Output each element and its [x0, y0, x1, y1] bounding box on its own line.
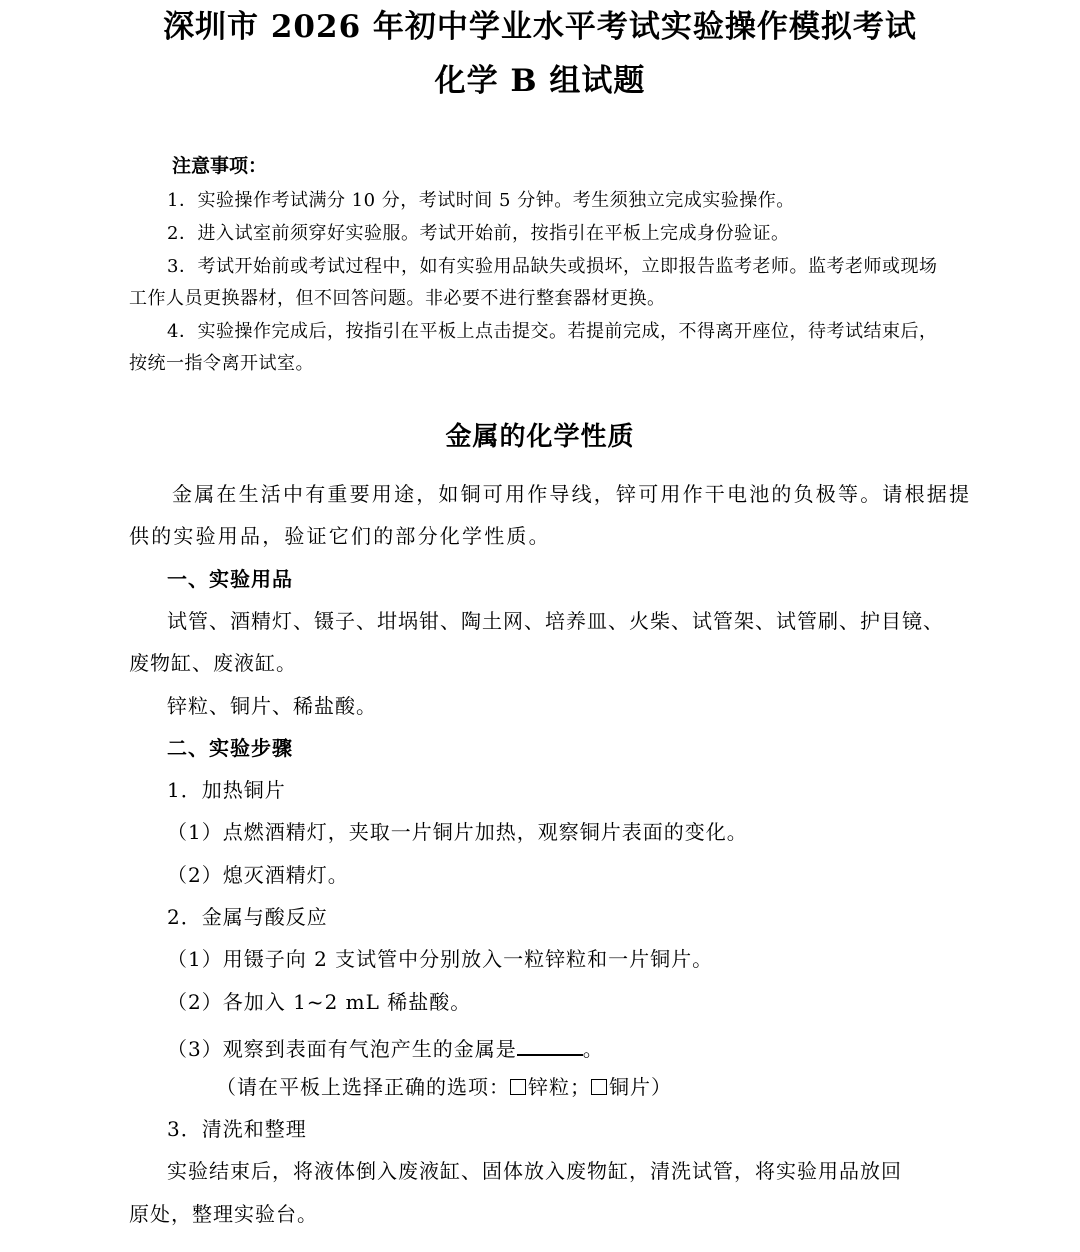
step-3-line-2: 原处，整理实验台。	[129, 1202, 318, 1226]
exam-title: 深圳市 2026 年初中学业水平考试实验操作模拟考试	[163, 9, 917, 45]
checkbox-copper[interactable]	[591, 1079, 607, 1095]
intro-line-2: 供的实验用品，验证它们的部分化学性质。	[129, 524, 551, 548]
step-1-title: 1．加热铜片	[167, 778, 286, 802]
notice-item-4-line-1: 4．实验操作完成后，按指引在平板上点击提交。若提前完成，不得离开座位，待考试结束后，	[167, 321, 938, 342]
option-copper-label: 铜片）	[609, 1075, 672, 1099]
notice-item-2: 2．进入试室前须穿好实验服。考试开始前，按指引在平板上完成身份验证。	[167, 223, 790, 244]
supplies-heading: 一、实验用品	[167, 567, 293, 591]
step-1-1: （1）点燃酒精灯，夹取一片铜片加热，观察铜片表面的变化。	[167, 820, 748, 844]
checkbox-zinc[interactable]	[510, 1079, 526, 1095]
experiment-title: 金属的化学性质	[445, 422, 635, 452]
step-2-1: （1）用镊子向 2 支试管中分别放入一粒锌粒和一片铜片。	[167, 947, 714, 971]
step-2-2: （2）各加入 1~2 mL 稀盐酸。	[167, 990, 472, 1014]
steps-heading: 二、实验步骤	[167, 736, 293, 760]
notice-heading: 注意事项：	[172, 155, 268, 177]
intro-line-1: 金属在生活中有重要用途，如铜可用作导线，锌可用作干电池的负极等。请根据提	[172, 482, 972, 506]
notice-item-4-line-2: 按统一指令离开试室。	[129, 353, 314, 374]
step-3-line-1: 实验结束后，将液体倒入废液缸、固体放入废物缸，清洗试管，将实验用品放回	[167, 1159, 902, 1183]
step-2-3	[167, 1034, 604, 1059]
supplies-line-1: 试管、酒精灯、镊子、坩埚钳、陶土网、培养皿、火柴、试管架、试管刷、护目镜、	[167, 609, 944, 633]
notice-item-1: 1．实验操作考试满分 10 分，考试时间 5 分钟。考生须独立完成实验操作。	[167, 190, 795, 211]
step-2-3-period: 。	[582, 1037, 604, 1061]
option-zinc-label: 锌粒；	[528, 1075, 591, 1099]
answer-blank	[517, 1034, 583, 1056]
reagents-line: 锌粒、铜片、稀盐酸。	[167, 694, 377, 718]
step-1-2: （2）熄灭酒精灯。	[167, 863, 349, 887]
exam-subtitle: 化学 B 组试题	[434, 63, 646, 99]
step-2-3-text: （3）观察到表面有气泡产生的金属是	[167, 1037, 517, 1061]
step-3-title: 3．清洗和整理	[167, 1117, 307, 1141]
supplies-line-2: 废物缸、废液缸。	[129, 651, 297, 675]
step-2-title: 2．金属与酸反应	[167, 905, 328, 929]
answer-hint	[216, 1077, 672, 1097]
answer-hint-text: （请在平板上选择正确的选项：	[216, 1075, 510, 1099]
notice-item-3-line-1: 3．考试开始前或考试过程中，如有实验用品缺失或损坏，立即报告监考老师。监考老师或现场	[167, 256, 938, 277]
notice-item-3-line-2: 工作人员更换器材，但不回答问题。非必要不进行整套器材更换。	[129, 288, 666, 309]
